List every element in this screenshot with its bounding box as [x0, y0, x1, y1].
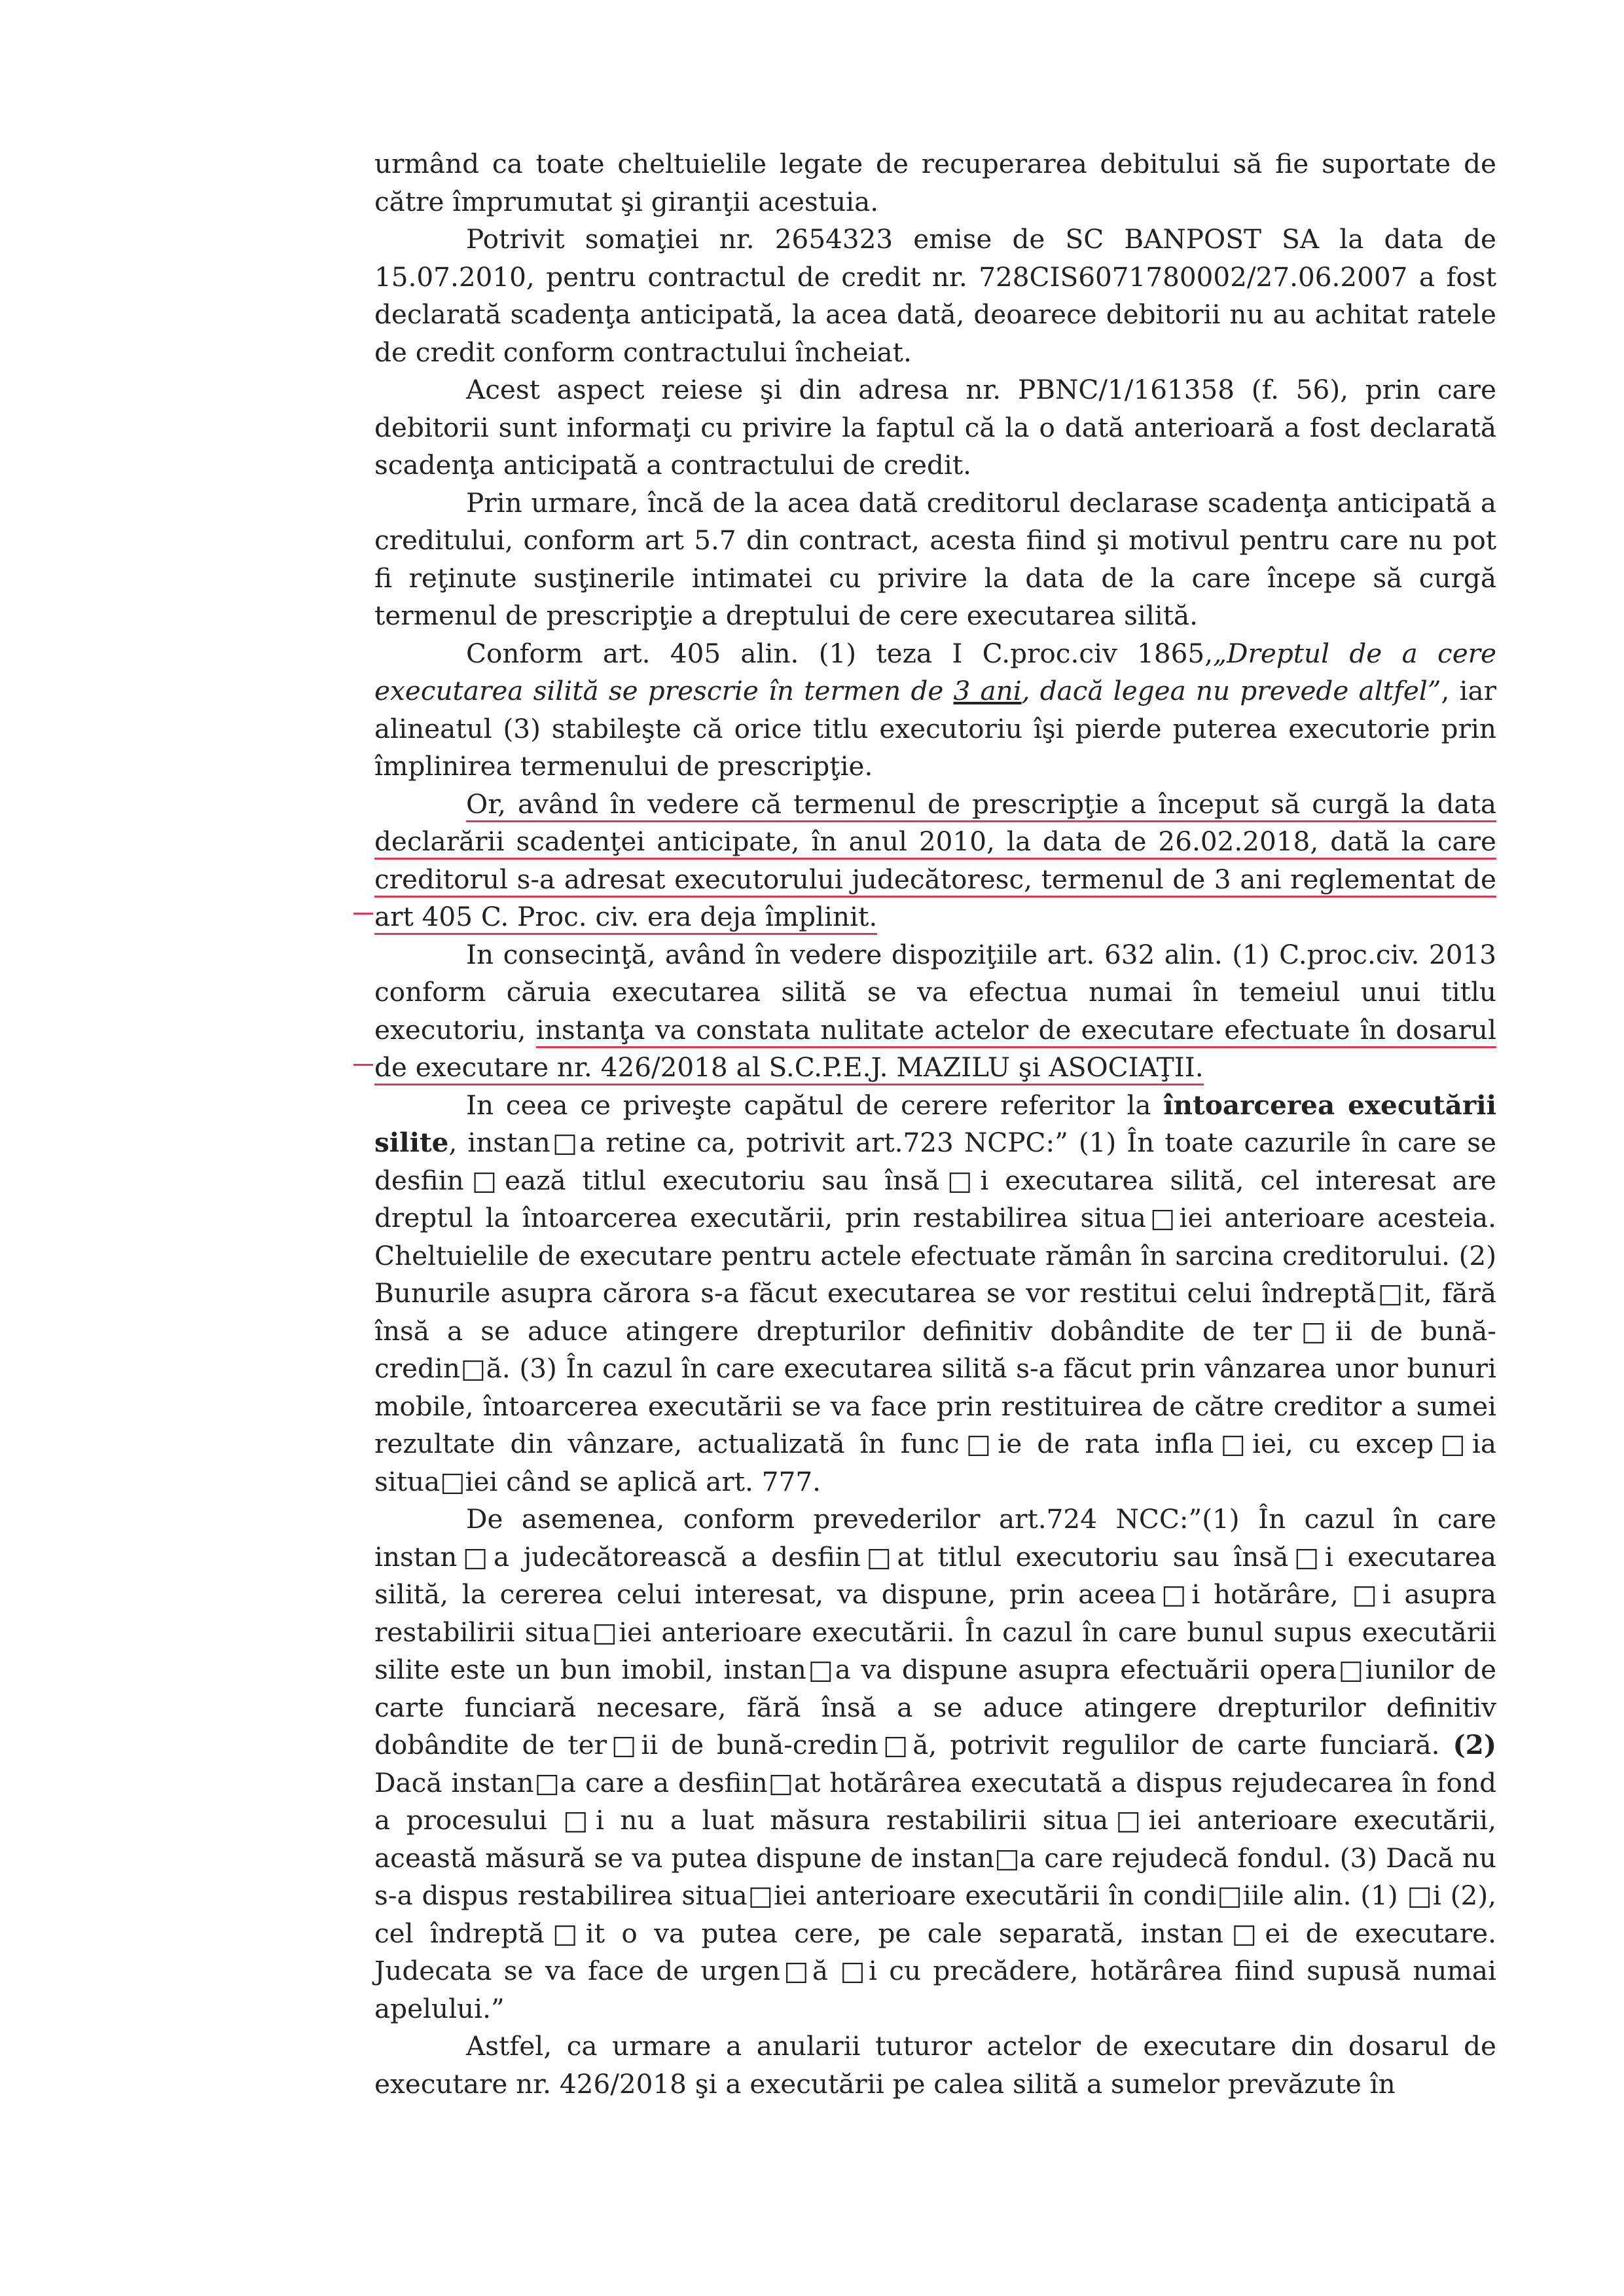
quote-text: „Dreptul de a cere executarea silită se prescrie în termen de — [374, 637, 1496, 706]
paragraph-text: Prin urmare, încă de la acea dată creditorul declarase scadenţa anticipată a creditului, conform art 5.7 din contract, acesta fiind şi motivul pentru care nu pot fi reţinute susţinerile intimatei cu privire la data de la care începe să curgă termenul de prescripţie a dreptului de cere executarea silită. — [374, 486, 1496, 631]
bold-term: (2) — [1453, 1729, 1496, 1760]
paragraph-text: , iar alineatul (3) stabileşte că orice titlu executoriu îşi pierde puterea executorie prin împlinirea termenului de prescripţie. — [374, 675, 1496, 782]
underline-mark — [353, 913, 373, 915]
bold-term: întoarcerea executării silite — [374, 1089, 1496, 1158]
quote-text: , dacă legea nu prevede altfel” — [1021, 675, 1441, 706]
paragraph-5 — [374, 635, 1496, 786]
paragraph-text: In ceea ce priveşte capătul de cerere referitor la — [466, 1089, 1164, 1121]
paragraph-9 — [374, 1501, 1496, 2028]
highlighted-passage: Or, având în vedere că termenul de prescripţie a început să curgă la data declarării scadenţei anticipate, în anul 2010, la data de 26.02.2018, dată la care creditorul s-a adresat executorului judecătoresc, termenul de 3 ani reglementat de art 405 C. Proc. civ. era deja împlinit. — [374, 788, 1496, 936]
paragraph-text: urmând ca toate cheltuielile legate de recuperarea debitului să fie suportate de către împrumutat şi giranţii acestuia. — [374, 148, 1496, 217]
highlighted-passage: instanţa va constata nulitate actelor de executare efectuate în dosarul de executare nr. 426/2018 al S.C.P.E.J. MAZILU şi ASOCIAŢII. — [374, 1014, 1496, 1086]
paragraph-8 — [374, 1087, 1496, 1501]
paragraph-10 — [374, 2028, 1496, 2103]
paragraph-text: De asemenea, conform prevederilor art.724 NCC:”(1) În cazul în care instan□a judecătorească a desfiin□at titlul executoriu sau însă□i executarea silită, la cererea celui interesat, va dispune, prin aceea□i hotărâre, □i asupra restabilirii situa□iei anterioare executării. În cazul în care bunul supus executării silite este un bun imobil, instan□a va dispune asupra efectuării opera□iunilor de carte funciară necesare, fără însă a se aduce atingere drepturilor definitiv dobândite de ter□ii de bună-credin□ă, potrivit regulilor de carte funciară. — [374, 1503, 1496, 1760]
paragraph-text: Astfel, ca urmare a anularii tuturor actelor de executare din dosarul de executare nr. 426/2018 şi a executării pe calea silită a sumelor prevăzute în — [374, 2030, 1496, 2100]
document-body — [374, 145, 1496, 2103]
paragraph-text: Conform art. 405 alin. (1) teza I C.proc.civ 1865, — [466, 637, 1214, 669]
paragraph-text: , instan□a retine ca, potrivit art.723 NCPC:” (1) În toate cazurile în care se desfiin□ează titlul executoriu sau însă□i executarea silită, cel interesat are dreptul la întoarcerea executării, prin restabilirea situa□iei anterioare acesteia. Cheltuielile de executare pentru actele efectuate rămân în sarcina creditorului. (2) Bunurile asupra cărora s-a făcut executarea se vor restitui celui îndreptă□it, fără însă a se aduce atingere drepturilor definitiv dobândite de ter□ii de bună-credin□ă. (3) În cazul în care executarea silită s-a făcut prin vânzarea unor bunuri mobile, întoarcerea executării se va face prin restituirea de către creditor a sumei rezultate din vânzare, actualizată în func□ie de rata infla□iei, cu excep□ia situa□iei când se aplică art. 777. — [374, 1127, 1496, 1497]
paragraph-4 — [374, 484, 1496, 635]
paragraph-2 — [374, 221, 1496, 371]
paragraph-3 — [374, 371, 1496, 484]
paragraph-text: In consecinţă, având în vedere dispoziţiile art. 632 alin. (1) C.proc.civ. 2013 conform căruia executarea silită se va efectua numai în temeiul unui titlu executoriu, — [374, 938, 1496, 1046]
paragraph-6 — [374, 786, 1496, 936]
underlined-term: 3 ani — [953, 675, 1022, 706]
paragraph-7 — [374, 936, 1496, 1087]
paragraph-1 — [374, 145, 1496, 221]
underline-mark — [353, 1064, 373, 1066]
paragraph-text: Dacă instan□a care a desfiin□at hotărârea executată a dispus rejudecarea în fond a procesului □i nu a luat măsura restabilirii situa□iei anterioare executării, această măsură se va putea dispune de instan□a care rejudecă fondul. (3) Dacă nu s-a dispus restabilirea situa□iei anterioare executării în condi□iile alin. (1) □i (2), cel îndreptă□it o va putea cere, pe cale separată, instan□ei de executare. Judecata se va face de urgen□ă □i cu precădere, hotărârea fiind supusă numai apelului.” — [374, 1766, 1496, 2024]
paragraph-text: Acest aspect reiese şi din adresa nr. PBNC/1/161358 (f. 56), prin care debitorii sunt informaţi cu privire la faptul că la o dată anterioară a fost declarată scadenţa anticipată a contractului de credit. — [374, 374, 1496, 481]
paragraph-text: Potrivit somaţiei nr. 2654323 emise de SC BANPOST SA la data de 15.07.2010, pentru contractul de credit nr. 728CIS6071780002/27.06.2007 a fost declarată scadenţa anticipată, la acea dată, deoarece debitorii nu au achitat ratele de credit conform contractului încheiat. — [374, 223, 1496, 368]
